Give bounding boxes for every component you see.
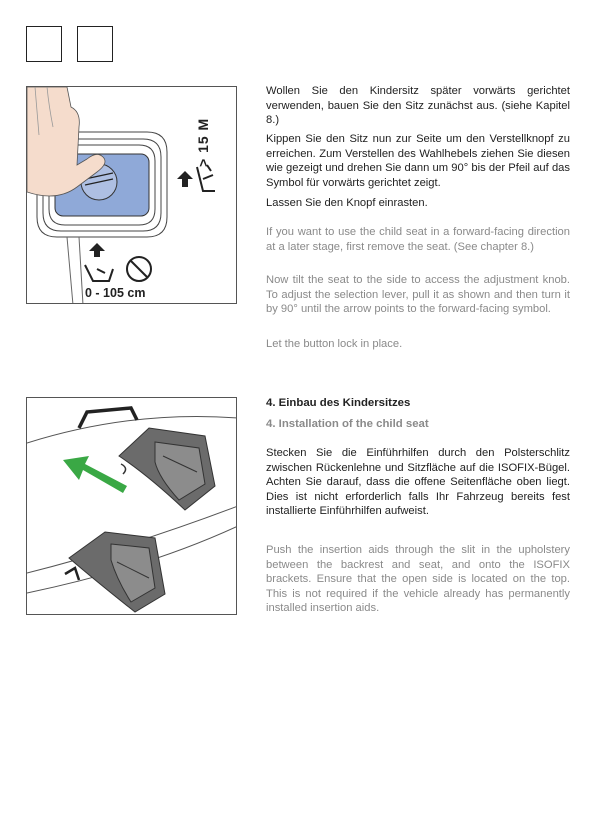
paragraph-en-3: Let the button lock in place. [266,338,403,350]
figure-insertion-aids [26,397,237,615]
up-arrow-icon [177,171,193,187]
heading-en: 4. Installation of the child seat [266,418,429,430]
up-arrow-icon-rear [89,243,105,257]
paragraph-en-2: Now tilt the seat to the side to access the adjustment knob. To adjust the selection lever, pull it as shown and then turn it by 90° until the arrow points to the forward-facing symbol. [266,274,570,316]
header-box-left [26,26,62,62]
rear-size-label: 0 - 105 cm [85,286,146,300]
green-arrow-icon [63,456,127,493]
forward-size-label: > 15 M [195,117,211,167]
paragraph-en-1: If you want to use the child seat in a forward-facing direction at a later stage, first remove the seat. (See chapter 8.) [266,226,570,253]
paragraph-de-install: Stecken Sie die Einführhilfen durch den Polsterschlitz zwischen Rückenlehne und Sitzfläche auf die ISOFIX-Bügel. Achten Sie darauf, dass die offene Seitenfläche oben liegt. Dies ist nicht erforderlich falls Ihr Fahrzeug bereits fest installierte Einführhilfen aufweist. [266,447,570,518]
paragraph-de-2: Kippen Sie den Sitz nun zur Seite um den Verstellknopf zu erreichen. Zum Verstellen des Wahlhebels ziehen Sie diesen wie gezeigt und drehen Sie dann um 90° bis der Pfeil auf das Symbol für vorwärts gerichtet zeigt. [266,133,570,189]
rear-seat-icon [85,265,113,281]
figure-adjustment-knob [26,86,237,304]
heading-de: 4. Einbau des Kindersitzes [266,397,411,409]
paragraph-de-3: Lassen Sie den Knopf einrasten. [266,197,428,209]
isofix-bracket-icon [79,408,137,428]
paragraph-de-1: Wollen Sie den Kindersitz später vorwärts gerichtet verwenden, bauen Sie den Sitz zunächst aus. (siehe Kapitel 8.) [266,85,570,127]
forward-seat-icon [197,165,215,191]
paragraph-en-install: Push the insertion aids through the slit in the upholstery between the backrest and seat, and onto the ISOFIX brackets. Ensure that the open side is located on the top. This is not required if the vehicle already has permanently installed insertion aids. [266,544,570,615]
header-box-right [77,26,113,62]
